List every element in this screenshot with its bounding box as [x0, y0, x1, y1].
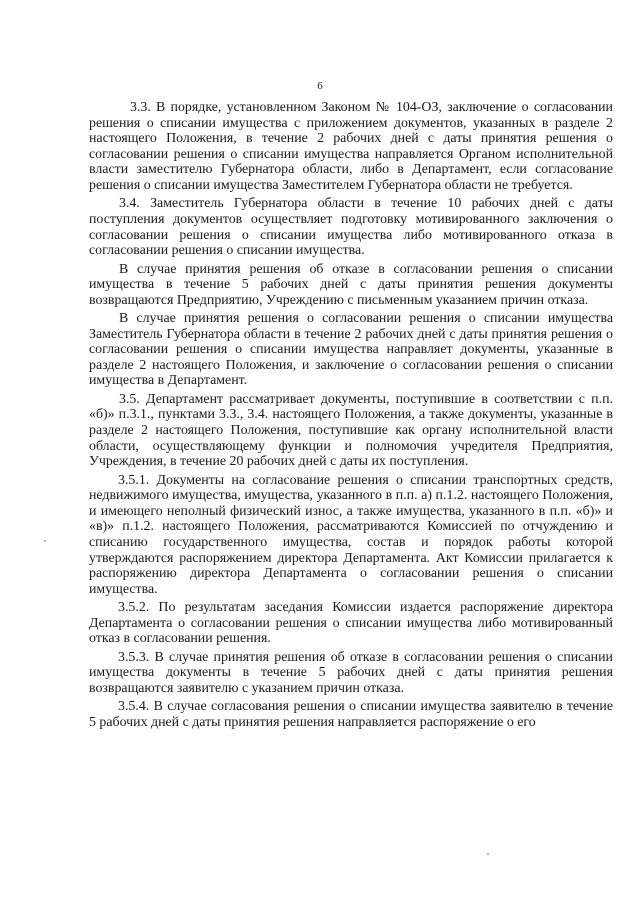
paragraph-3-4: 3.4. Заместитель Губернатора области в течение 10 рабочих дней с даты поступления документов осуществляет подготовку мотивированного заключения о согласовании решения о списании имущества либо мотивированного отказа в согласовании решения о списании имущества.: [89, 196, 613, 259]
paragraph-3-5: 3.5. Департамент рассматривает документы, поступившие в соответствии с п.п. «б)» п.3.1., пунктами 3.3., 3.4. настоящего Положения, а также документы, указанные в разделе 2 настоящего Положения, поступившие как органу исполнительной власти области, осуществляющему функции и полномочия учредителя Предприятия, Учреждения, в течение 20 рабочих дней с даты их поступления.: [89, 391, 613, 470]
paragraph-approval: В случае принятия решения о согласовании решения о списании имущества Заместитель Губернатора области в течение 2 рабочих дней с даты принятия решения о согласовании решения о списании имущества направляет документы, указанные в разделе 2 настоящего Положения, и заключение о согласовании решения о списании имущества в Департамент.: [89, 311, 613, 389]
paragraph-3-5-1: 3.5.1. Документы на согласование решения о списании транспортных средств, недвижимого имущества, имущества, указанного в п.п. а) п.1.2. настоящего Положения, и имеющего неполный физический износ, а также имущества, указанного в п.п. «б)» и «в)» п.1.2. настоящего Положения, рассматриваются Комиссией по отчуждению и списанию государственного имущества, состав и порядок работы которой утверждаются распоряжением директора Департамента. Акт Комиссии прилагается к распоряжению директора Департамента о согласовании решения о списании имущества.: [89, 472, 613, 597]
paragraph-refusal: В случае принятия решения об отказе в согласовании решения о списании имущества в течение 5 рабочих дней с даты принятия решения документы возвращаются Предприятию, Учреждению с письменным указанием причин отказа.: [89, 261, 613, 308]
paragraph-3-5-3: 3.5.3. В случае принятия решения об отказе в согласовании решения о списании имущества документы в течение 5 рабочих дней с даты принятия решения возвращаются заявителю с указанием причин отказа.: [89, 649, 613, 696]
paragraph-3-5-2: 3.5.2. По результатам заседания Комиссии издается распоряжение директора Департамента о согласовании решения о списании имущества либо мотивированный отказ в согласовании решения.: [89, 600, 613, 647]
paragraph-3-3: 3.3. В порядке, установленном Законом № 104-ОЗ, заключение о согласовании решения о списании имущества с приложением документов, указанных в разделе 2 настоящего Положения, в течение 2 рабочих дней с даты принятия решения о согласовании решения о списании имущества направляется Органом исполнительной власти заместителю Губернатора области, либо в Департамент, если согласование решения о списании имущества Заместителем Губернатора области не требуется.: [89, 100, 613, 193]
scan-speck: [44, 540, 46, 542]
paragraph-3-5-4: 3.5.4. В случае согласования решения о списании имущества заявителю в течение 5 рабочих дней с даты принятия решения направляется распоряжение о его: [89, 699, 613, 730]
document-body: [89, 100, 613, 731]
scan-speck: [487, 853, 489, 855]
page-number: 6: [317, 80, 323, 92]
